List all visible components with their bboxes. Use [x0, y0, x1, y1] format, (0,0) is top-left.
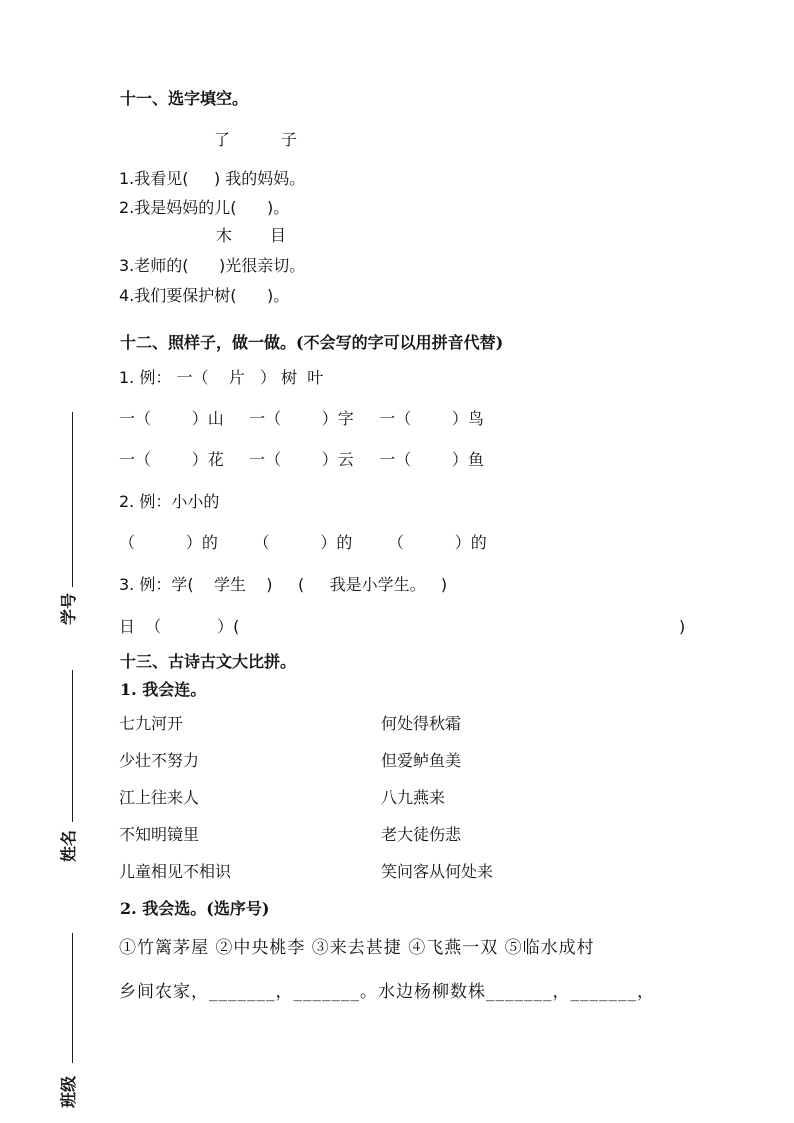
choice-zi: 子 — [281, 130, 298, 149]
s12-row-4-close: ) — [679, 617, 686, 636]
s11-question-3: 3.老师的( )光很亲切。 — [119, 256, 306, 275]
match-right-item: 八九燕来 — [381, 788, 446, 807]
match-right-item: 老大徒伤悲 — [381, 825, 462, 844]
match-right-item: 但爱鲈鱼美 — [381, 751, 462, 770]
match-right-item: 何处得秋霜 — [381, 714, 462, 733]
class-line — [72, 933, 73, 1063]
s12-row-4: 日 （ ）( — [119, 617, 240, 636]
choice-le: 了 — [214, 130, 231, 149]
match-left-item: 少壮不努力 — [119, 751, 200, 770]
s11-question-1: 1.我看见( ) 我的妈妈。 — [119, 169, 306, 188]
s13-subtitle-2: 2. 我会选。(选序号) — [120, 899, 270, 918]
s11-question-4: 4.我们要保护树( )。 — [119, 286, 290, 305]
name-line — [72, 670, 73, 822]
section-11-title: 十一、选字填空。 — [120, 89, 249, 108]
s12-example-1: 1. 例： 一（ 片 ） 树 叶 — [119, 368, 324, 387]
s12-row-2: 一（ ）花 一（ ）云 一（ ）鱼 — [119, 450, 484, 469]
section-13-title: 十三、古诗古文大比拼。 — [120, 652, 297, 671]
match-left-item: 江上往来人 — [119, 788, 200, 807]
s13-fill-line: 乡间农家，_______，_______。水边杨柳数株_______，_______， — [119, 982, 655, 1002]
match-left-item: 儿童相见不相识 — [119, 862, 232, 881]
match-left-item: 七九河开 — [119, 714, 184, 733]
section-12-title: 十二、照样子，做一做。(不会写的字可以用拼音代替) — [120, 333, 504, 352]
student-no-label: 学号 — [59, 592, 78, 625]
s12-row-3: （ ）的 （ ）的 （ ）的 — [119, 533, 487, 552]
student-no-line — [72, 412, 73, 587]
match-right-item: 笑问客从何处来 — [381, 862, 494, 881]
s12-example-3: 3. 例：学( 学生 ) ( 我是小学生。 ) — [119, 575, 448, 594]
match-left-item: 不知明镜里 — [119, 825, 200, 844]
s12-example-2: 2. 例：小小的 — [119, 492, 220, 511]
class-label: 班级 — [59, 1075, 78, 1108]
s13-options: ①竹篱茅屋 ②中央桃李 ③来去甚捷 ④飞燕一双 ⑤临水成村 — [119, 938, 595, 958]
s13-subtitle-1: 1. 我会连。 — [120, 680, 207, 699]
name-label: 姓名 — [59, 829, 78, 862]
choice-mu-eye: 目 — [270, 226, 287, 245]
choice-mu-wood: 木 — [216, 226, 233, 245]
s11-question-2: 2.我是妈妈的儿( )。 — [119, 198, 290, 217]
s12-row-1: 一（ ）山 一（ ）字 一（ ）鸟 — [119, 409, 484, 428]
